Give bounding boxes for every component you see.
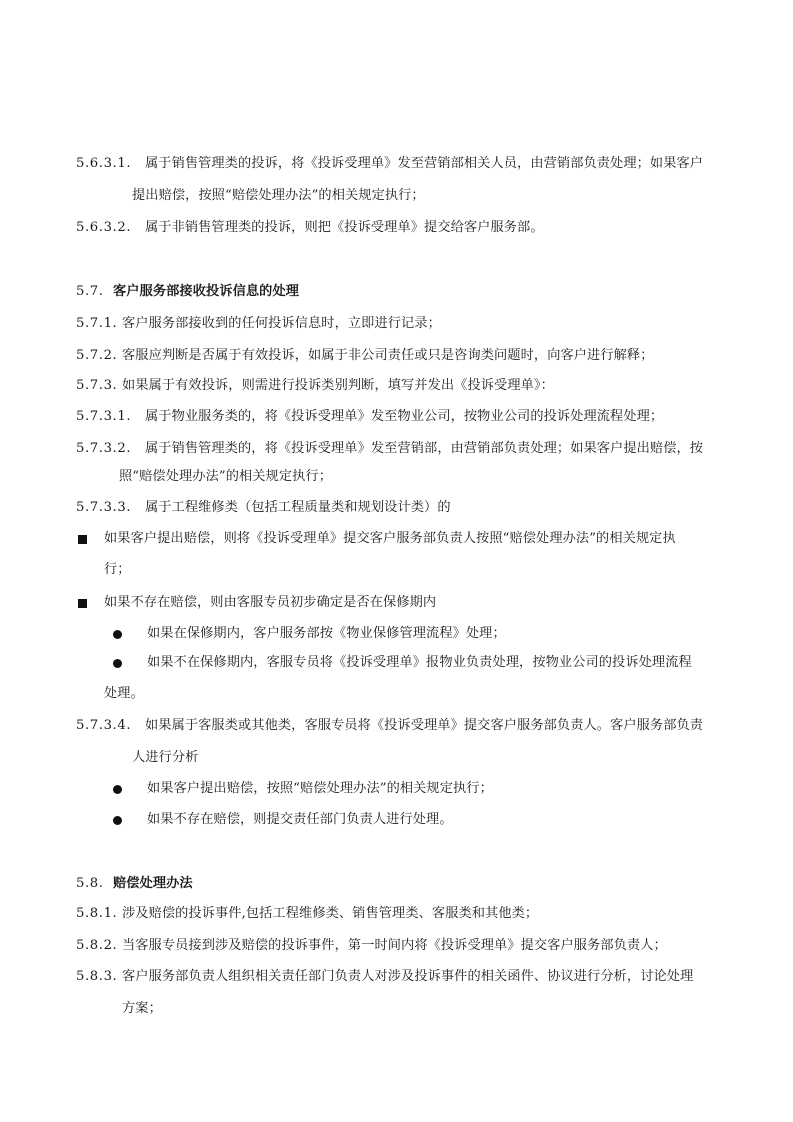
- section-number: 5.7.3.2.: [76, 441, 132, 456]
- paragraph-text: 客户服务部接收到的任何投诉信息时，立即进行记录；: [122, 316, 441, 331]
- section-heading: 赔偿处理办法: [113, 876, 193, 891]
- section-number: 5.8.1.: [76, 906, 118, 921]
- paragraph-text-cont: 提出赔偿，按照“赔偿处理办法”的相关规定执行；: [132, 188, 425, 203]
- paragraph-text: 涉及赔偿的投诉事件,包括工程维修类、销售管理类、客服类和其他类；: [122, 906, 539, 921]
- section-number: 5.6.3.2.: [76, 220, 132, 235]
- paragraph-text: 属于非销售管理类的投诉，则把《投诉受理单》提交给客户服务部。: [145, 220, 544, 235]
- paragraph-text: 属于工程维修类（包括工程质量类和规划设计类）的: [145, 500, 451, 515]
- paragraph-text-cont: 照“赔偿处理办法”的相关规定执行；: [119, 469, 332, 484]
- bullet-text: 如果不在保修期内，客服专员将《投诉受理单》报物业负责处理，按物业公司的投诉处理流程: [147, 655, 692, 670]
- paragraph-text: 属于销售管理类的投诉，将《投诉受理单》发至营销部相关人员，由营销部负责处理；如果客户: [145, 156, 704, 171]
- bullet-text: 如果不存在赔偿，则提交责任部门负责人进行处理。: [147, 812, 453, 827]
- paragraph-text-cont: 方案；: [122, 1001, 162, 1016]
- section-number: 5.7.3.: [76, 378, 118, 393]
- section-number: 5.8.3.: [76, 969, 118, 984]
- section-number: 5.8.: [76, 876, 104, 891]
- section-number: 5.7.3.4.: [76, 718, 132, 733]
- paragraph-text: 当客服专员接到涉及赔偿的投诉事件，第一时间内将《投诉受理单》提交客户服务部负责人；: [122, 938, 667, 953]
- paragraph-text: 客服应判断是否属于有效投诉，如属于非公司责任或只是咨询类问题时，向客户进行解释；: [122, 348, 654, 363]
- bullet-text-cont: 行；: [104, 562, 131, 577]
- dot-bullet-icon: [113, 659, 122, 668]
- paragraph-text: 如果属于有效投诉，则需进行投诉类别判断，填写并发出《投诉受理单》：: [122, 378, 554, 393]
- section-number: 5.7.2.: [76, 348, 118, 363]
- bullet-text: 如果客户提出赔偿，则将《投诉受理单》提交客户服务部负责人按照“赔偿处理办法”的相关规定执: [104, 531, 676, 546]
- bullet-text: 如果在保修期内，客户服务部按《物业保修管理流程》处理；: [147, 626, 506, 641]
- section-heading: 客户服务部接收投诉信息的处理: [113, 284, 300, 299]
- square-bullet-icon: [78, 599, 87, 608]
- dot-bullet-icon: [113, 785, 122, 794]
- section-number: 5.7.3.1.: [76, 409, 132, 424]
- paragraph-text: 如果属于客服类或其他类，客服专员将《投诉受理单》提交客户服务部负责人。客户服务部负责: [145, 718, 704, 733]
- bullet-text: 如果不存在赔偿，则由客服专员初步确定是否在保修期内: [104, 595, 437, 610]
- paragraph-text-cont: 人进行分析: [132, 750, 199, 765]
- section-number: 5.8.2.: [76, 938, 118, 953]
- bullet-text-cont: 处理。: [104, 686, 144, 701]
- square-bullet-icon: [78, 535, 87, 544]
- paragraph-text: 属于销售管理类的，将《投诉受理单》发至营销部，由营销部负责处理；如果客户提出赔偿，按: [145, 441, 704, 456]
- section-number: 5.6.3.1.: [76, 156, 132, 171]
- section-number: 5.7.3.3.: [76, 500, 132, 515]
- paragraph-text: 属于物业服务类的，将《投诉受理单》发至物业公司，按物业公司的投诉处理流程处理；: [145, 409, 664, 424]
- bullet-text: 如果客户提出赔偿，按照“赔偿处理办法”的相关规定执行；: [147, 781, 493, 796]
- section-number: 5.7.1.: [76, 316, 118, 331]
- dot-bullet-icon: [113, 816, 122, 825]
- dot-bullet-icon: [113, 630, 122, 639]
- section-number: 5.7.: [76, 284, 104, 299]
- paragraph-text: 客户服务部负责人组织相关责任部门负责人对涉及投诉事件的相关函件、协议进行分析，讨论处理: [122, 969, 694, 984]
